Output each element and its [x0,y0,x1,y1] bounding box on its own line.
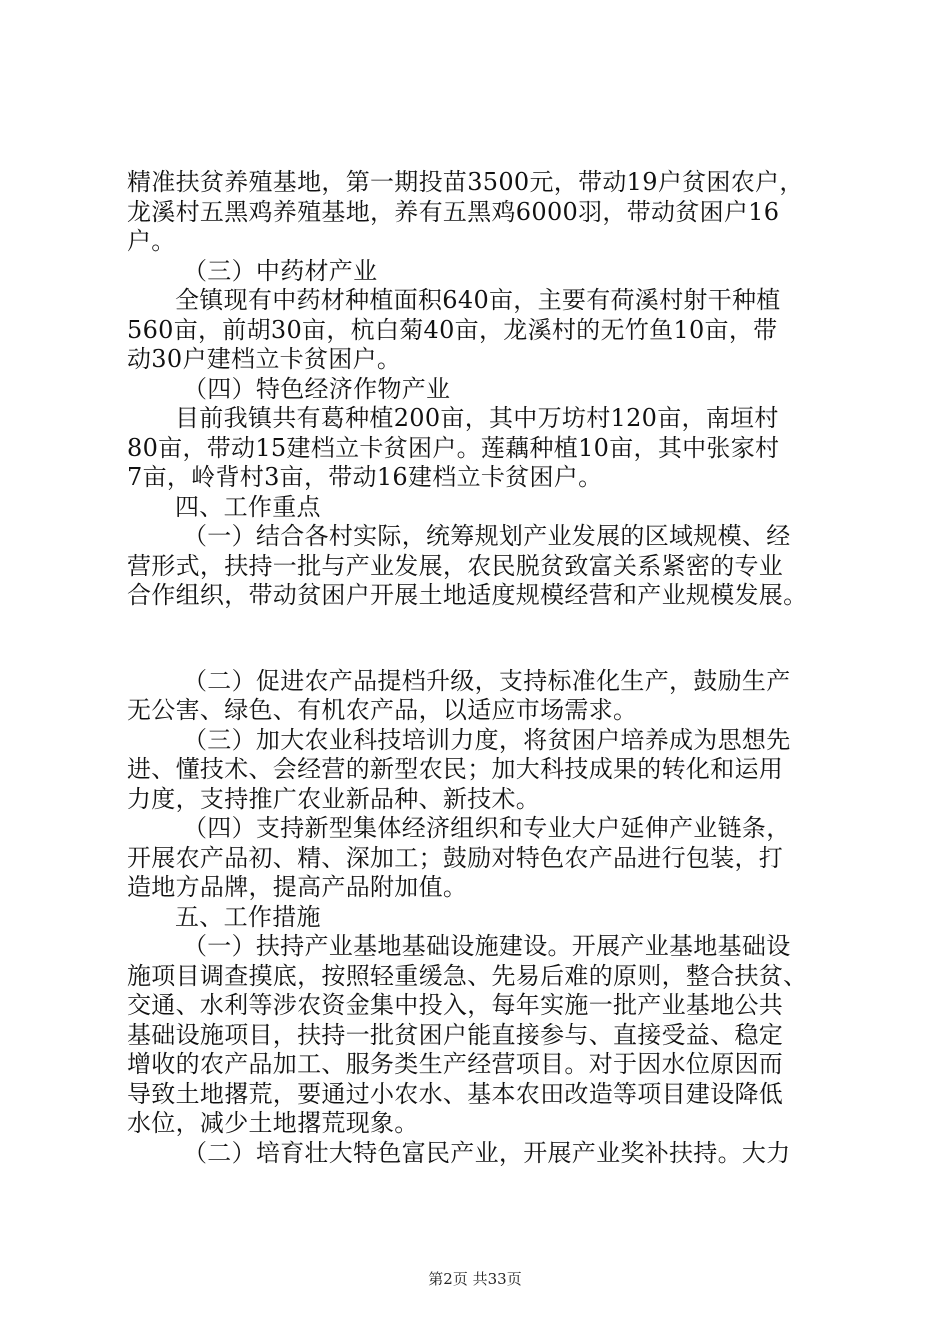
paragraph-line: 动30户建档立卡贫困户。 [127,345,402,373]
paragraph-line: 全镇现有中药材种植面积640亩，主要有荷溪村射干种植 [175,286,781,314]
paragraph-line: 进、懂技术、会经营的新型农民；加大科技成果的转化和运用 [127,755,784,783]
paragraph-line: 施项目调查摸底，按照轻重缓急、先易后难的原则，整合扶贫、 [127,961,808,990]
paragraph-line: 7亩，岭背村3亩，带动16建档立卡贫困户。 [127,463,603,491]
paragraph-line: 水位，减少土地撂荒现象。 [127,1109,419,1137]
paragraph-line: （四）支持新型集体经济组织和专业大户延伸产业链条， [183,814,791,842]
paragraph-line: 开展农产品初、精、深加工；鼓励对特色农产品进行包装，打 [127,843,784,872]
paragraph-line: （二）培育壮大特色富民产业，开展产业奖补扶持。大力 [183,1138,791,1167]
section-heading: （四）特色经济作物产业 [183,374,451,403]
paragraph-line: 80亩，带动15建档立卡贫困户。莲藕种植10亩，其中张家村 [127,433,780,462]
paragraph-line: 户。 [127,227,176,255]
paragraph-line: （一）结合各村实际，统筹规划产业发展的区域规模、经 [183,522,791,550]
paragraph-line: 目前我镇共有葛种植200亩，其中万坊村120亩，南垣村 [175,404,779,432]
paragraph-line: （二）促进农产品提档升级，支持标准化生产，鼓励生产 [183,666,791,695]
paragraph-line: 无公害、绿色、有机农产品，以适应市场需求。 [127,696,638,724]
paragraph-line: 合作组织，带动贫困户开展土地适度规模经营和产业规模发展。 [127,581,808,609]
paragraph-line: 精准扶贫养殖基地，第一期投苗3500元，带动19户贫困农户， [127,168,804,196]
section-heading: 四、工作重点 [175,492,321,521]
paragraph-line: 基础设施项目，扶持一批贫困户能直接参与、直接受益、稳定 [127,1020,784,1049]
paragraph-line: 造地方品牌，提高产品附加值。 [127,873,468,901]
paragraph-spacer [127,611,827,667]
paragraph-line: 交通、水利等涉农资金集中投入，每年实施一批产业基地公共 [127,991,784,1019]
paragraph-line: 力度，支持推广农业新品种、新技术。 [127,784,541,813]
paragraph-line: 导致土地撂荒，要通过小农水、基本农田改造等项目建设降低 [127,1079,784,1108]
paragraph-line: （一）扶持产业基地基础设施建设。开展产业基地基础设 [183,932,791,960]
section-heading: 五、工作措施 [175,902,321,931]
document-body [127,168,827,1168]
page-number: 第2页 共33页 [428,1270,522,1288]
paragraph-line: （三）加大农业科技培训力度，将贫困户培养成为思想先 [183,725,791,754]
paragraph-line: 营形式，扶持一批与产业发展，农民脱贫致富关系紧密的专业 [127,551,784,580]
paragraph-line: 560亩，前胡30亩，杭白菊40亩，龙溪村的无竹鱼10亩，带 [127,315,778,344]
section-heading: （三）中药材产业 [183,256,378,285]
paragraph-line: 龙溪村五黑鸡养殖基地，养有五黑鸡6000羽，带动贫困户16 [127,197,780,226]
paragraph-line: 增收的农产品加工、服务类生产经营项目。对于因水位原因而 [127,1050,784,1078]
